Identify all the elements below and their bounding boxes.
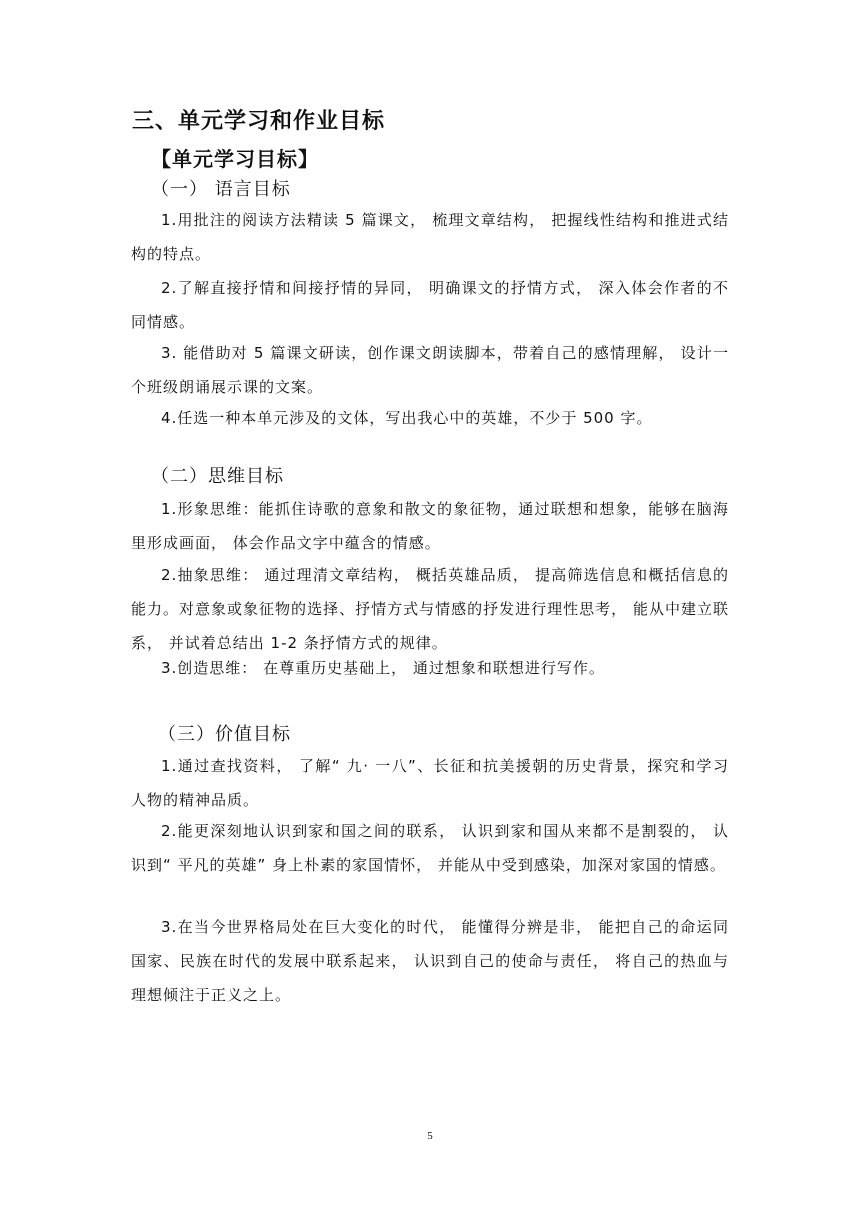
paragraph: 1.形象思维：能抓住诗歌的意象和散文的象征物，通过联想和想象，能够在脑海里形成画面， 体会作品文字中蕴含的情感。 [131,500,729,552]
paragraph: 2.能更深刻地认识到家和国之间的联系， 认识到家和国从来都不是割裂的， 认识到“ 平凡的英雄” 身上朴素的家国情怀， 并能从中受到感染，加深对家国的情感。 [131,822,729,874]
paragraph: 1.通过查找资料， 了解“ 九· 一八”、长征和抗美援朝的历史背景，探究和学习人物的精神品质。 [131,757,729,809]
paragraph: 2.了解直接抒情和间接抒情的异同， 明确课文的抒情方式， 深入体会作者的不同情感。 [131,279,729,331]
section-title-values: （三）价值目标 [158,724,291,745]
section-title-language: （一） 语言目标 [151,179,291,200]
page-number: 5 [427,1130,433,1142]
paragraph: 3.创造思维： 在尊重历史基础上， 通过想象和联想进行写作。 [161,659,605,677]
paragraph: 1.用批注的阅读方法精读 5 篇课文， 梳理文章结构， 把握线性结构和推进式结构的特点。 [131,211,729,263]
subheading: 【单元学习目标】 [151,147,319,171]
section-heading: 三、单元学习和作业目标 [132,109,386,134]
paragraph: 3.在当今世界格局处在巨大变化的时代， 能懂得分辨是非， 能把自己的命运同国家、民族在时代的发展中联系起来， 认识到自己的使命与责任， 将自己的热血与理想倾注于正义之上。 [131,918,729,1004]
paragraph: 4.任选一种本单元涉及的文体，写出我心中的英雄，不少于 500 字。 [161,409,653,427]
section-title-thinking: （二）思维目标 [151,466,284,487]
paragraph: 2.抽象思维： 通过理清文章结构， 概括英雄品质， 提高筛选信息和概括信息的能力。对意象或象征物的选择、抒情方式与情感的抒发进行理性思考， 能从中建立联系， 并试着总结出 1-2 条抒情方式的规律。 [131,566,729,652]
paragraph: 3. 能借助对 5 篇课文研读，创作课文朗读脚本，带着自己的感情理解， 设计一个班级朗诵展示课的文案。 [131,344,729,396]
